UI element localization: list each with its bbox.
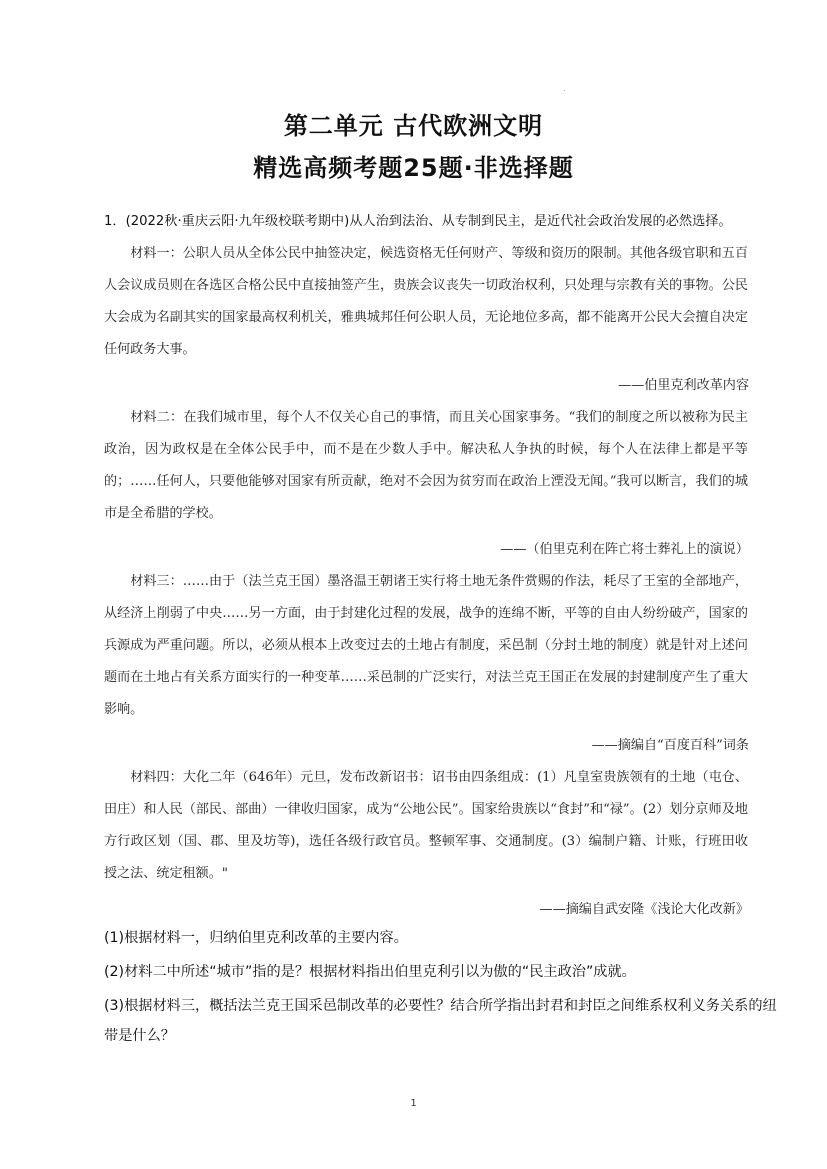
material-3-source: ——摘编自“百度百科”词条 <box>591 738 749 753</box>
material-4: 材料四：大化二年（646年）元旦，发布改新诏书：诏书由四条组成：(1）凡皇室贵族领有的土地（屯仓、田庄）和人民（部民、部曲）一律收归国家，成为“公地公民”。国家给贵族以“食封”和“禄”。(2）划分京师及地方行政区划（国、郡、里及坊等)，选任各级行政官员。整顿军事、交通制度。(3）编制户籍、计账，行班田收授之法、统定租额。" <box>104 770 748 881</box>
material-4-source: ——摘编自武安隆《浅论大化改新》 <box>539 902 749 917</box>
material-2-source: ——（伯里克利在阵亡将士葬礼上的演说） <box>500 542 749 557</box>
sub-question-1: (1)根据材料一，归纳伯里克利改革的主要内容。 <box>104 930 408 946</box>
section-title: 精选高频考题25题·非选择题 <box>253 154 574 182</box>
corner-mark: . <box>563 84 566 93</box>
sub-question-2: (2)材料二中所述“城市”指的是？根据材料指出伯里克利引以为傲的“民主政治”成就。 <box>104 964 636 980</box>
page-number: 1 <box>410 1098 417 1109</box>
material-2: 材料二：在我们城市里，每个人不仅关心自己的事情，而且关心国家事务。“我们的制度之所以被称为民主政治，因为政权是在全体公民手中，而不是在少数人手中。解决私人争执的时候，每个人在法律上都是平等的；……任何人，只要他能够对国家有所贡献，绝对不会因为贫穷而在政治上湮没无闻。”我可以断言，我们的城市是全希腊的学校。 <box>104 410 748 521</box>
material-1: 材料一：公职人员从全体公民中抽签决定，候选资格无任何财产、等级和资历的限制。其他各级官职和五百人会议成员则在各选区合格公民中直接抽签产生，贵族会议丧失一切政治权利，只处理与宗教有关的事物。公民大会成为名副其实的国家最高权利机关，雅典城邦任何公职人员，无论地位多高，都不能离开公民大会擅自决定任何政务大事。 <box>104 246 748 357</box>
question-stem: 1．(2022秋·重庆云阳·九年级校联考期中)从人治到法治、从专制到民主，是近代社会政治发展的必然选择。 <box>104 214 732 229</box>
material-1-source: ——伯里克利改革内容 <box>618 378 749 393</box>
material-3: 材料三：……由于（法兰克王国）墨洛温王朝诸王实行将土地无条件赏赐的作法，耗尽了王室的全部地产，从经济上削弱了中央……另一方面，由于封建化过程的发展，战争的连绵不断，平等的自由人纷纷破产，国家的兵源成为严重问题。所以，必须从根本上改变过去的土地占有制度，采邑制（分封土地的制度）就是针对上述问题而在土地占有关系方面实行的一种变革……采邑制的广泛实行，对法兰克王国正在发展的封建制度产生了重大影响。 <box>104 574 748 717</box>
unit-title: 第二单元 古代欧洲文明 <box>283 112 544 140</box>
sub-question-3: (3)根据材料三，概括法兰克王国采邑制改革的必要性？结合所学指出封君和封臣之间维系权利义务关系的纽带是什么？ <box>104 998 777 1044</box>
